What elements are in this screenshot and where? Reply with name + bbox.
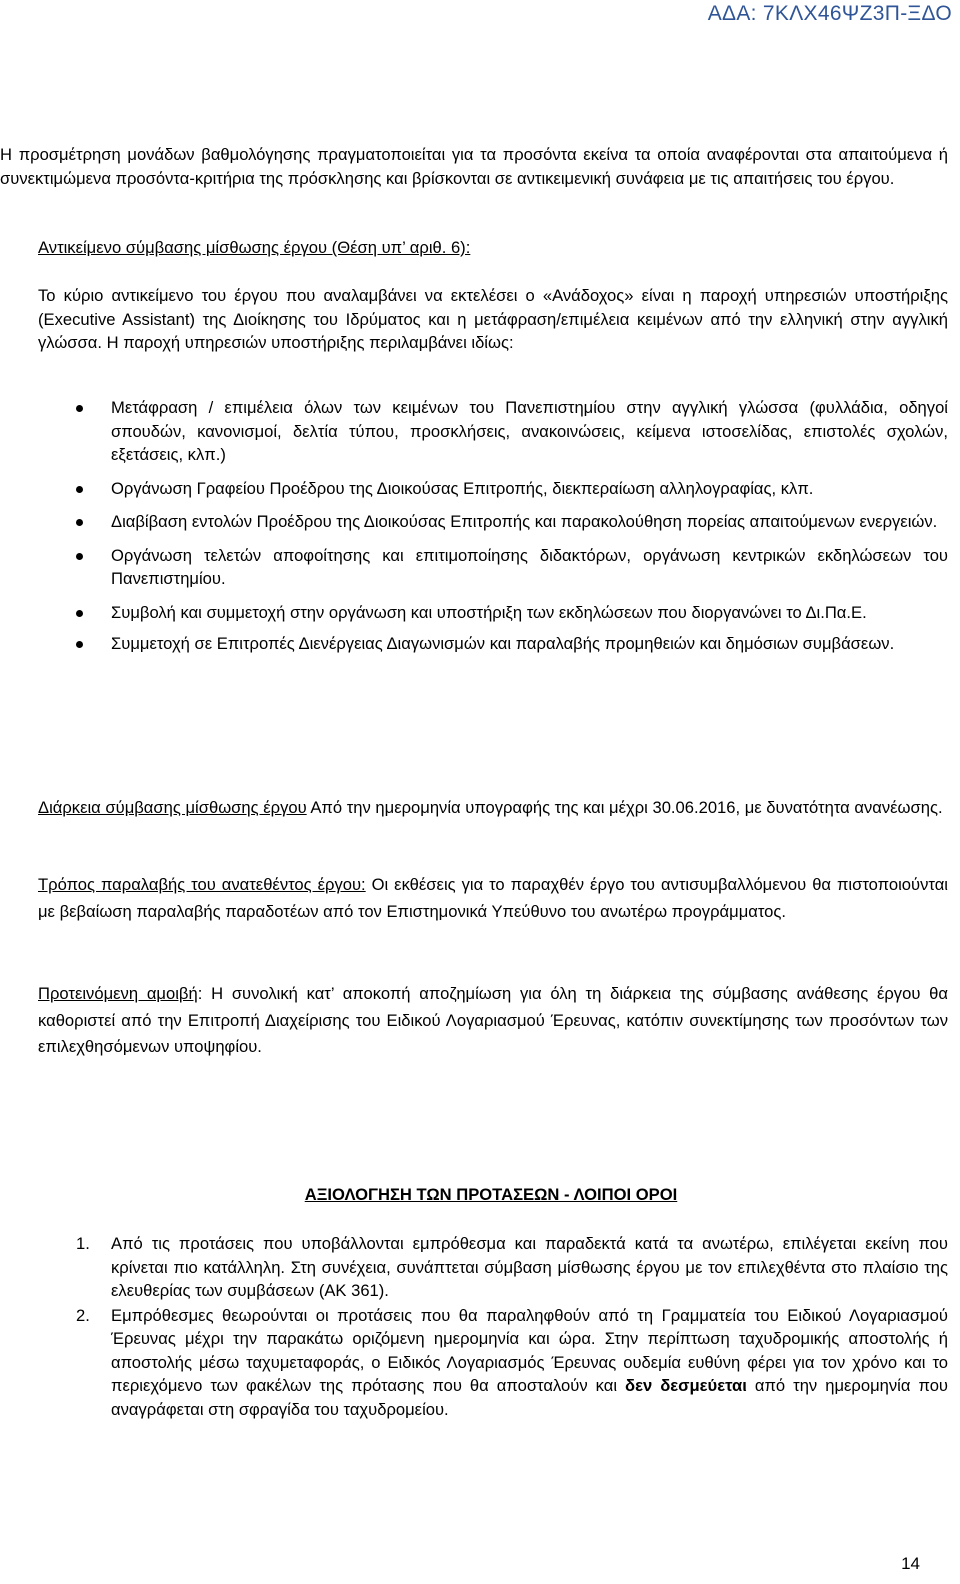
- duration-text: Από την ημερομηνία υπογραφής της και μέχρι 30.06.2016, με δυνατότητα ανανέωσης.: [306, 798, 943, 817]
- item-text-after: από την ημερομηνία που αναγράφεται στη σφραγίδα του ταχυδρομείου.: [111, 1376, 948, 1419]
- fee-text: : Η συνολική κατ’ αποκοπή αποζημίωση για όλη τη διάρκεια της σύμβασης ανάθεσης έργου θα καθοριστεί από την Επιτροπή Διαχείρισης του Ειδικού Λογαριασμού Έρευνας, κατόπιν συνεκτίμησης των προσόντων των επιλεχθησόμενων υποψηφίου.: [38, 984, 948, 1056]
- list-item-text: Συμμετοχή σε Επιτροπές Διενέργειας Διαγωνισμών και παραλαβής προμηθειών και δημόσιων συμβάσεων.: [111, 634, 895, 653]
- bullet-icon: [76, 553, 83, 560]
- list-item: [0, 477, 948, 501]
- list-item-text: Διαβίβαση εντολών Προέδρου της Διοικούσας Επιτροπής και παρακολούθηση πορείας απαιτούμενων ενεργειών.: [111, 512, 938, 531]
- subject-heading-text: Αντικείμενο σύμβασης μίσθωσης έργου (Θέση υπ’ αριθ. 6):: [38, 238, 471, 257]
- list-item: [0, 396, 948, 467]
- terms-list: [0, 1232, 948, 1422]
- list-item-text: Οργάνωση Γραφείου Προέδρου της Διοικούσας Επιτροπής, διεκπεραίωση αλληλογραφίας, κλπ.: [111, 478, 814, 498]
- item-bold-text: δεν δεσμεύεται: [625, 1376, 747, 1395]
- receipt-label: Τρόπος παραλαβής του ανατεθέντος έργου:: [38, 875, 366, 894]
- bullet-icon: [76, 486, 83, 493]
- subject-heading: [38, 236, 470, 259]
- duration-paragraph: [38, 795, 948, 822]
- list-item: [0, 1304, 948, 1422]
- evaluation-title: ΑΞΙΟΛΟΓΗΣΗ ΤΩΝ ΠΡΟΤΑΣΕΩΝ - ΛΟΙΠΟΙ ΟΡΟΙ: [304, 1185, 678, 1204]
- item-text: Εμπρόθεσμες θεωρούνται οι προτάσεις που θα παραληφθούν από τη Γραμματεία του Ειδικού Λογαριασμού Έρευνας μέχρι την παρακάτω οριζόμενη ημερομηνία και ώρα. Στην περίπτωση ταχυδρομικής αποστολής ή αποστολής μέσω ταχυμεταφοράς, ο Ειδικός Λογαριασμός Έρευνας ουδεμία ευθύνη φέρει για τον χρόνο και το περιεχόμενο των φακέλων της πρότασης που θα αποσταλούν και: [111, 1305, 948, 1395]
- list-item: [0, 510, 948, 534]
- ada-code: ΑΔΑ: 7ΚΛΧ46ΨΖ3Π-ΞΔΟ: [707, 2, 952, 25]
- bullet-icon: [76, 519, 83, 526]
- bullet-icon: [76, 610, 83, 617]
- fee-label: Προτεινόμενη αμοιβή: [38, 984, 198, 1003]
- list-item-text: Οργάνωση τελετών αποφοίτησης και επιτιμοποίησης διδακτόρων, οργάνωση κεντρικών εκδηλώσεων του Πανεπιστημίου.: [111, 545, 948, 588]
- list-item: [0, 1232, 948, 1303]
- intro-paragraph: Η προσμέτρηση μονάδων βαθμολόγησης πραγματοποιείται για τα προσόντα εκείνα τα οποία αναφέρονται στα απαιτούμενα ή συνεκτιμώμενα προσόντα-κριτήρια της πρόσκλησης και βρίσκονται σε αντικειμενική συνάφεια με τις απαιτήσεις του έργου.: [0, 145, 948, 188]
- duties-list: [0, 396, 948, 666]
- item-number: 1.: [76, 1234, 90, 1253]
- receipt-text: Οι εκθέσεις για το παραχθέν έργο του αντισυμβαλλόμενου θα πιστοποιούνται με βεβαίωση παραλαβής παραδοτέων από τον Επιστημονικά Υπεύθυνο του ανωτέρω προγράμματος.: [38, 875, 948, 921]
- duration-label: Διάρκεια σύμβασης μίσθωσης έργου: [38, 798, 307, 817]
- item-number: 2.: [76, 1305, 90, 1325]
- receipt-paragraph: [38, 872, 948, 925]
- list-item: [0, 632, 948, 656]
- subject-body: Το κύριο αντικείμενο του έργου που αναλαμβάνει να εκτελέσει ο «Ανάδοχος» είναι η παροχή υπηρεσιών υποστήριξης (Executive Assistant) της Διοίκησης του Ιδρύματος και η μετάφραση/επιμέλεια κειμένων από την ελληνική στην αγγλική γλώσσα. Η παροχή υπηρεσιών υποστήριξης περιλαμβάνει ιδίως:: [38, 286, 948, 352]
- item-text: Από τις προτάσεις που υποβάλλονται εμπρόθεσμα και παραδεκτά κατά τα ανωτέρω, επιλέγεται εκείνη που κρίνεται πιο κατάλληλη. Στη συνέχεια, συνάπτεται σύμβαση μίσθωσης έργου με τον επιλεχθέντα στο πλαίσιο της ελευθερίας των συμβάσεων (ΑΚ 361).: [111, 1234, 948, 1300]
- list-item: [0, 544, 948, 591]
- list-item: [0, 601, 948, 625]
- bullet-icon: [76, 641, 83, 648]
- bullet-icon: [76, 405, 83, 412]
- list-item-text: Συμβολή και συμμετοχή στην οργάνωση και υποστήριξη των εκδηλώσεων που διοργανώνει το Δι.Πα.Ε.: [111, 602, 867, 622]
- list-item-text: Μετάφραση / επιμέλεια όλων των κειμένων του Πανεπιστημίου στην αγγλική γλώσσα (φυλλάδια, οδηγοί σπουδών, κανονισμοί, δελτία τύπου, προσκλήσεις, ανακοινώσεις, κείμενα ιστοσελίδας, επιστολές σχολών, εξετάσεις, κλπ.): [111, 398, 948, 464]
- page-number: 14: [901, 1554, 920, 1573]
- fee-paragraph: [38, 981, 948, 1061]
